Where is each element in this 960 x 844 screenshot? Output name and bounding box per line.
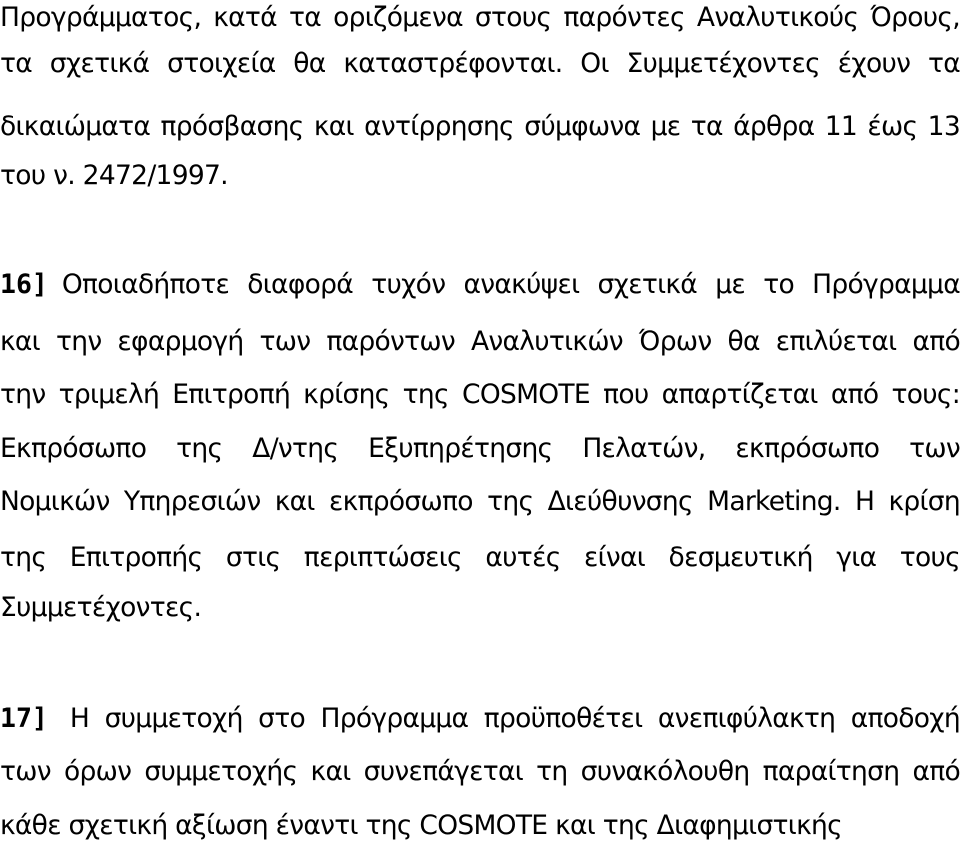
text-line: της Επιτροπής στις περιπτώσεις αυτές είναι δεσμευτική για τους <box>0 542 960 573</box>
text-line: Νομικών Υπηρεσιών και εκπρόσωπο της Διεύθυνσης Marketing. Η κρίση <box>0 486 960 517</box>
text-line: Οποιαδήποτε διαφορά τυχόν ανακύψει σχετικά με το Πρόγραμμα <box>61 269 960 300</box>
text-line: δικαιώματα πρόσβασης και αντίρρησης σύμφωνα με τα άρθρα 11 έως 13 <box>0 111 960 142</box>
text-line: τα σχετικά στοιχεία θα καταστρέφονται. Οι Συμμετέχοντες έχουν τα <box>0 48 960 79</box>
text-line: Συμμετέχοντες. <box>0 592 202 623</box>
paragraph-16-first-line <box>0 267 960 303</box>
text-line: Εκπρόσωπο της Δ/ντης Εξυπηρέτησης Πελατών, εκπρόσωπο των <box>0 433 960 464</box>
paragraph-number: 17] <box>0 703 48 734</box>
paragraph-17-first-line <box>0 701 960 737</box>
text-line: Η συμμετοχή στο Πρόγραμμα προϋποθέτει ανεπιφύλακτη αποδοχή <box>69 703 960 734</box>
text-line: των όρων συμμετοχής και συνεπάγεται τη συνακόλουθη παραίτηση από <box>0 756 960 787</box>
paragraph-number: 16] <box>0 269 48 300</box>
text-line: του ν. 2472/1997. <box>0 160 228 191</box>
text-line: κάθε σχετική αξίωση έναντι της COSMOTE και της Διαφημιστικής <box>0 810 842 841</box>
text-line: την τριμελή Επιτροπή κρίσης της COSMOTE που απαρτίζεται από τους: <box>0 379 960 410</box>
text-line: Προγράμματος, κατά τα οριζόμενα στους παρόντες Αναλυτικούς Όρους, <box>0 2 960 33</box>
text-line: και την εφαρμογή των παρόντων Αναλυτικών Όρων θα επιλύεται από <box>0 326 960 357</box>
